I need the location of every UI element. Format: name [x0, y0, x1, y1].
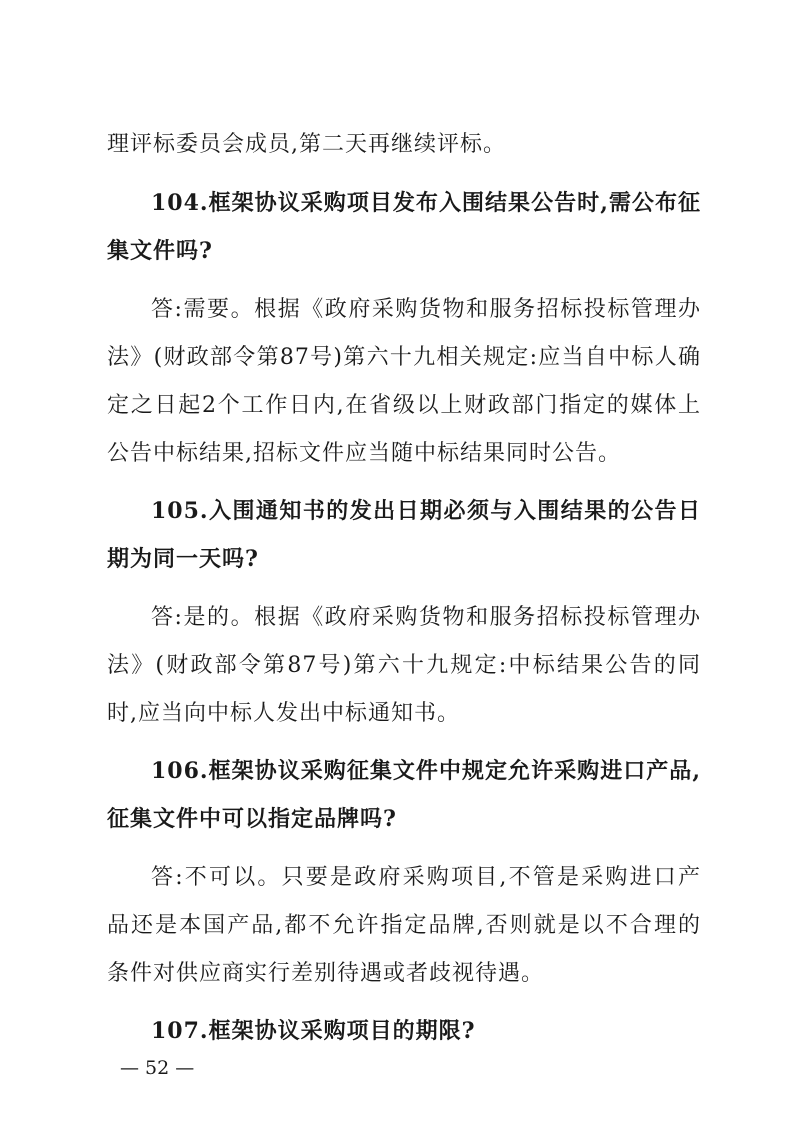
- answer-line: 法》(财政部令第87号)第六十九规定:中标结果公告的同: [107, 653, 701, 678]
- answer-line: 条件对供应商实行差别待遇或者歧视待遇。: [107, 961, 545, 986]
- question-heading-105: 105.入围通知书的发出日期必须与入围结果的公告日: [151, 498, 701, 524]
- question-heading-105-cont: 期为同一天吗?: [107, 546, 259, 572]
- body-line: 理评标委员会成员,第二天再继续评标。: [107, 132, 506, 157]
- question-heading-106-cont: 征集文件中可以指定品牌吗?: [107, 806, 397, 832]
- question-heading-104-cont: 集文件吗?: [107, 238, 213, 264]
- page-number: — 52 —: [120, 1057, 195, 1079]
- answer-line: 答:需要。根据《政府采购货物和服务招标投标管理办: [151, 297, 701, 322]
- answer-line: 时,应当向中标人发出中标通知书。: [107, 701, 460, 726]
- answer-line: 法》(财政部令第87号)第六十九相关规定:应当自中标人确: [107, 345, 701, 370]
- answer-line: 公告中标结果,招标文件应当随中标结果同时公告。: [107, 441, 621, 466]
- question-heading-104: 104.框架协议采购项目发布入围结果公告时,需公布征: [151, 190, 701, 216]
- answer-line: 品还是本国产品,都不允许指定品牌,否则就是以不合理的: [107, 913, 701, 938]
- question-heading-107: 107.框架协议采购项目的期限?: [151, 1018, 476, 1044]
- answer-line: 定之日起2个工作日内,在省级以上财政部门指定的媒体上: [107, 393, 701, 418]
- question-heading-106: 106.框架协议采购征集文件中规定允许采购进口产品,: [151, 758, 701, 784]
- answer-line: 答:不可以。只要是政府采购项目,不管是采购进口产: [151, 865, 701, 890]
- answer-line: 答:是的。根据《政府采购货物和服务招标投标管理办: [151, 605, 701, 630]
